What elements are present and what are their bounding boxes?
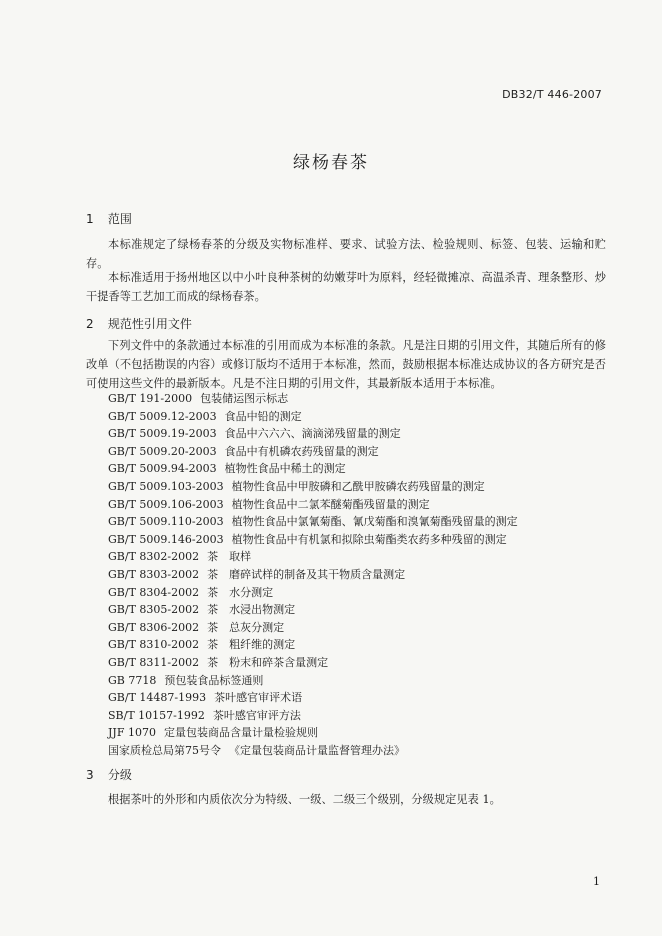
reference-name: 定量包装商品含量计量检验规则 bbox=[163, 726, 318, 740]
reference-item bbox=[108, 548, 518, 566]
reference-name: 植物性食品中二氯苯醚菊酯残留量的测定 bbox=[231, 497, 430, 511]
reference-name: 茶 磨碎试样的制备及其干物质含量测定 bbox=[207, 567, 406, 581]
reference-code: GB/T 8311-2002 bbox=[108, 655, 200, 669]
reference-name: 茶 取样 bbox=[207, 550, 252, 564]
reference-name: 预包装食品标签通则 bbox=[164, 673, 264, 687]
reference-name: 《定量包装商品计量监督管理办法》 bbox=[229, 743, 405, 757]
section-number: 2 bbox=[86, 317, 94, 331]
reference-code: GB/T 5009.103-2003 bbox=[108, 479, 224, 493]
reference-code: GB/T 5009.94-2003 bbox=[108, 462, 217, 476]
document-title: 绿杨春茶 bbox=[293, 153, 369, 173]
reference-item bbox=[108, 654, 518, 672]
section-number: 1 bbox=[86, 212, 94, 226]
reference-code: GB 7718 bbox=[108, 673, 157, 687]
reference-item bbox=[108, 724, 518, 742]
reference-code: 国家质检总局第75号令 bbox=[108, 743, 221, 757]
section-number: 3 bbox=[86, 768, 94, 782]
grading-paragraph: 根据茶叶的外形和内质依次分为特级、一级、二级三个级别，分级规定见表 1。 bbox=[108, 793, 501, 806]
reference-name: 食品中铅的测定 bbox=[224, 409, 302, 423]
reference-item bbox=[108, 672, 518, 690]
reference-code: GB/T 5009.12-2003 bbox=[108, 409, 217, 423]
reference-item bbox=[108, 566, 518, 584]
reference-code: GB/T 5009.146-2003 bbox=[108, 532, 224, 546]
reference-item bbox=[108, 390, 518, 408]
reference-list bbox=[108, 390, 518, 759]
reference-item bbox=[108, 513, 518, 531]
reference-item bbox=[108, 601, 518, 619]
reference-code: GB/T 5009.19-2003 bbox=[108, 427, 217, 441]
reference-item bbox=[108, 496, 518, 514]
reference-item bbox=[108, 689, 518, 707]
scope-paragraph-1: 本标准规定了绿杨春茶的分级及实物标准样、要求、试验方法、检验规则、标签、包装、运输和贮存。 bbox=[86, 238, 606, 270]
reference-code: GB/T 8302-2002 bbox=[108, 550, 200, 564]
section-heading-scope bbox=[86, 210, 132, 227]
reference-code: GB/T 5009.20-2003 bbox=[108, 444, 217, 458]
reference-item bbox=[108, 425, 518, 443]
reference-name: 植物性食品中稀土的测定 bbox=[224, 462, 346, 476]
reference-name: 植物性食品中有机氯和拟除虫菊酯类农药多种残留的测定 bbox=[231, 532, 507, 546]
reference-name: 茶 总灰分测定 bbox=[207, 620, 285, 634]
reference-item bbox=[108, 443, 518, 461]
reference-item bbox=[108, 478, 518, 496]
reference-code: GB/T 5009.106-2003 bbox=[108, 497, 224, 511]
reference-code: GB/T 8305-2002 bbox=[108, 603, 200, 617]
reference-item bbox=[108, 584, 518, 602]
reference-name: 植物性食品中甲胺磷和乙酰甲胺磷农药残留量的测定 bbox=[231, 479, 485, 493]
reference-name: 茶叶感官审评术语 bbox=[214, 691, 303, 705]
reference-name: 茶 水分测定 bbox=[207, 585, 274, 599]
reference-item bbox=[108, 531, 518, 549]
reference-item bbox=[108, 707, 518, 725]
reference-code: GB/T 191-2000 bbox=[108, 392, 193, 405]
reference-name: 包装储运图示标志 bbox=[200, 392, 289, 405]
page-number: 1 bbox=[593, 875, 600, 888]
reference-name: 茶 水浸出物测定 bbox=[207, 603, 296, 617]
reference-code: JJF 1070 bbox=[108, 726, 156, 740]
reference-item bbox=[108, 619, 518, 637]
reference-item bbox=[108, 636, 518, 654]
reference-name: 茶叶感官审评方法 bbox=[212, 708, 301, 722]
reference-code: GB/T 8306-2002 bbox=[108, 620, 200, 634]
standard-code: DB32/T 446-2007 bbox=[502, 88, 602, 101]
section-title: 分级 bbox=[107, 768, 132, 782]
scope-paragraph-2: 本标准适用于扬州地区以中小叶良种茶树的幼嫩芽叶为原料，经轻微摊凉、高温杀青、理条整形、炒干提香等工艺加工而成的绿杨春茶。 bbox=[86, 271, 606, 303]
reference-code: GB/T 8303-2002 bbox=[108, 567, 200, 581]
reference-name: 食品中有机磷农药残留量的测定 bbox=[224, 444, 379, 458]
reference-name: 茶 粗纤维的测定 bbox=[207, 638, 296, 652]
section-title: 规范性引用文件 bbox=[107, 317, 192, 331]
section-heading-normative-references bbox=[86, 315, 192, 332]
reference-code: GB/T 5009.110-2003 bbox=[108, 515, 224, 529]
reference-code: GB/T 14487-1993 bbox=[108, 691, 207, 705]
reference-item bbox=[108, 460, 518, 478]
section-heading-grading bbox=[86, 766, 132, 783]
references-intro-paragraph: 下列文件中的条款通过本标准的引用而成为本标准的条款。凡是注日期的引用文件，其随后所有的修改单（不包括勘误的内容）或修订版均不适用于本标准，然而，鼓励根据本标准达成协议的各方研究是否可使用这些文件的最新版本。凡是不注日期的引用文件，其最新版本适用于本标准。 bbox=[86, 339, 606, 390]
section-title: 范围 bbox=[107, 212, 132, 226]
reference-item bbox=[108, 408, 518, 426]
reference-name: 茶 粉末和碎茶含量测定 bbox=[207, 655, 329, 669]
reference-code: GB/T 8304-2002 bbox=[108, 585, 200, 599]
reference-name: 食品中六六六、滴滴涕残留量的测定 bbox=[224, 427, 401, 441]
reference-code: SB/T 10157-1992 bbox=[108, 708, 205, 722]
reference-name: 植物性食品中氯氰菊酯、氰戊菊酯和溴氰菊酯残留量的测定 bbox=[231, 515, 518, 529]
reference-item bbox=[108, 742, 518, 760]
reference-code: GB/T 8310-2002 bbox=[108, 638, 200, 652]
